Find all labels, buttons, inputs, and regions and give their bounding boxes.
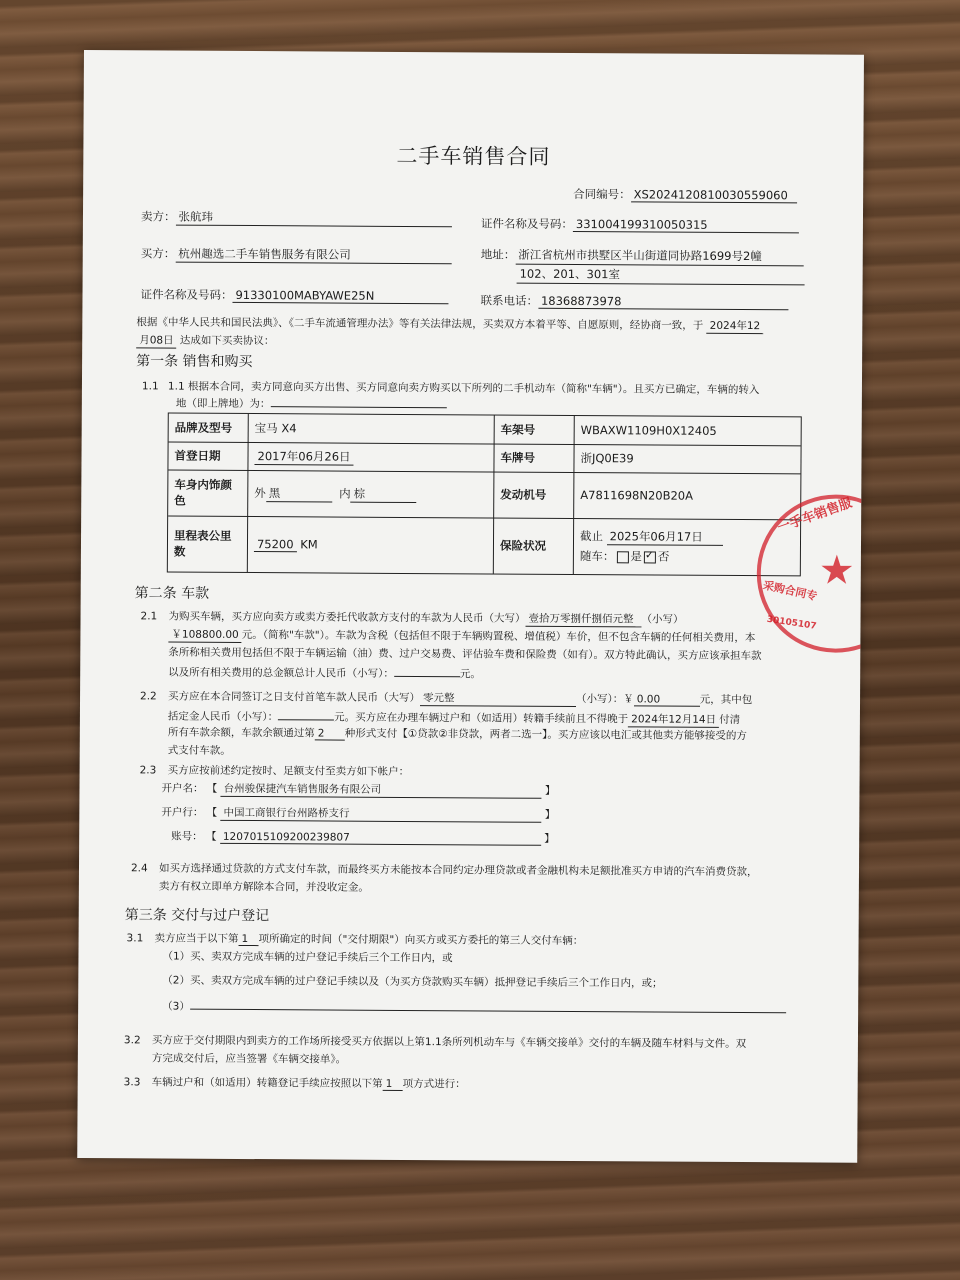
seller-row: 卖方： 张航玮 (141, 208, 452, 227)
contract-number: 合同编号： XS20241208100305590​60 (573, 186, 797, 203)
brand-value: 宝马 X4 (249, 414, 495, 444)
clause-2-2: 2.2 买方应在本合同签订之日支付首笔车款人民币（大写） 零元整 （小写）：￥ 0.00 元，其中包 (140, 690, 753, 707)
section-1-title: 第一条 销售和购买 (136, 353, 253, 371)
company-seal: 一手车销售服 采购合同专 30105107 ★ (756, 494, 864, 653)
seller-name: 张航玮 (175, 209, 451, 228)
buyer-id: 91330100MABYAWE25N (232, 288, 448, 304)
mileage-value: 75200 KM (248, 516, 494, 574)
buyer-address: 地址： 浙江省杭州市拱墅区半山街道同协路1699号2幢 102、201、301室 (481, 245, 805, 285)
clause-2-4: 2.4 如买方选择通过贷款的方式支付车款，而最终买方未能按本合同约定办理贷款或者金融机构未足额批准买方申请的汽车消费贷款， (130, 862, 758, 879)
clause-2-3: 2.3 买方应按前述约定按时、足额支付至卖方如下帐户： (139, 764, 410, 778)
reg-value: 2017年06月26日 (254, 448, 353, 466)
clause-1-1: 1.1 1.1 根据本合同，卖方同意向买方出售、买方同意向卖方购买以下所列的二手机动车（简称"车辆"）。且买方已确定，车辆的转入 (141, 380, 760, 397)
buyer-phone-row: 联系电话： 18368873978 (480, 292, 788, 310)
section-3-title: 第三条 交付与过户登记 (124, 907, 270, 925)
insurance-value: 截止 2025年06月17日 随车： 是✓ 否 (574, 518, 802, 575)
intro-line-1: 根据《中华人民共和国民法典》、《二手车流通管理办法》等有关法律法规，买卖双方本着平等、自愿原则，经协商一致，于 2024年12 (136, 314, 763, 334)
clause-3-3: 3.3 车辆过户和（如适用）转籍登记手续应按照以下第 1 项方式进行： (123, 1076, 466, 1091)
engine-value: A7811698N20B20A (580, 488, 694, 503)
page-title: 二手车销售合同 (396, 143, 551, 169)
plate-value: 浙JQ0E39 (580, 451, 634, 466)
buyer-id-row: 证件名称及号码： 91330100MABYAWE25N (140, 286, 448, 304)
seal-star-icon: ★ (818, 547, 855, 594)
color-value: 外 黑 内 棕 (248, 470, 494, 518)
seller-id-row: 证件名称及号码： 331004199310050315 (481, 215, 799, 233)
clause-3-2: 3.2 买方应于交付期限内到卖方的工作场所接受买方依据以上第1.1条所列机动车与《车辆交接单》交付的车辆及随车材料与文件。双 (123, 1034, 747, 1051)
buyer-phone: 18368873978 (538, 294, 788, 311)
buyer-name: 杭州趣选二手车销售服务有限公司 (175, 246, 451, 265)
section-2-title: 第二条 车款 (134, 585, 210, 602)
vehicle-table: 品牌及型号 宝马 X4 车架号 WBAXW1109H0X12405 首登日期 2017年06月26日 车牌号 浙JQ0E39 车身内饰颜 色 外 黑 内 棕 发动机号 A7811698N20B20A 里程表公里 数 75200 KM 保险状况 截止 2025年06月17日 随车： 是✓ 否 (167, 413, 802, 577)
no-checkbox (644, 551, 656, 563)
seller-id: 331004199310050315 (573, 217, 799, 233)
intro-line-2: 月08日 达成如下买卖协议： (136, 332, 274, 349)
vin-value: WBAXW1109H0X12405 (580, 423, 717, 438)
account-bank-row: 开户行： 【 中国工商银行台州路桥支行 】 (161, 806, 556, 821)
buyer-row: 买方： 杭州趣选二手车销售服务有限公司 (141, 245, 452, 264)
clause-2-1: 2.1 为购买车辆，买方应向卖方或卖方委托代收款方支付的车款为人民币（大写） 壹拾万零捌仟捌佰元整 （小写） (140, 610, 684, 626)
account-name-row: 开户名： 【 台州骏保捷汽车销售服务有限公司 】 (161, 782, 556, 797)
contract-paper: 二手车销售合同 合同编号： XS20241208100305590​60 卖方： 张航玮 证件名称及号码： 331004199310050315 买方： 杭州趣选二手车销售服务有限公司 地址： 浙江省杭州市拱墅区半山街道同协路1699号2幢 102、201、301室 证件名称及号码： 91330100MABYAWE25N 联系电话： 18368873978 根据《中华人民共和国民法典》、《二手车流通管理办法》等有关法律法规，买卖双方本着平等、自愿原则，经协商一致，于 2024年12 月08日 达成如下买卖协议： 第一条 销售和购买 1.1 1.1 根据本合同，卖方同意向买方出售、买方同意向卖方购买以下所列的二手机动车（简称"车辆"）。且买方已确定，车辆的转入 地（即上牌地）为： 品牌及型号 宝马 X4 车架号 WBAXW1109H0X12405 首登日期 2017年06月26日 车牌号 浙JQ0E39 车身内饰颜 色 外 黑 内 棕 发动机号 A7811698N20B20A 里程表公里 数 75200 KM 保险状况 截止 2025年06月17日 随车： 是✓ 否 一手车销售服 采购合同专 30105107 ★ 第二条 车款 2.1 为购买车辆，买方应向卖方或卖方委托代收款方支付的车款为人民币（大写） 壹拾万零捌仟捌佰元整 （小写） ￥108800.00 元。（简称"车款"）。车款为含税（包括但不限于车辆购置税、增值税）车价，但不包含车辆的任何相关费用，本 条所称相关费用包括但不限于车辆运输（油）费、过户交易费、评估验车费和保险费（如有）。双方特此确认，买方应该承担车款 以及所有相关费用的总金额总计人民币（小写）： 元。 2.2 买方应在本合同签订之日支付首笔车款人民币（大写） 零元整 （小写）：￥ 0.00 元，其中包 括定金人民币（小写）： 元。买方应在办理车辆过户和（如适用）转籍手续前且不得晚于 2024年12月14日 付清 所有车款余额，车款余额通过第 2 种形式支付【①贷款②非贷款，两者二选一】。买方应该以电汇或其他卖方能够接受的方 式支付车款。 2.3 买方应按前述约定按时、足额支付至卖方如下帐户： 开户名： 【 台州骏保捷汽车销售服务有限公司 】 开户行： 【 中国工商银行台州路桥支行 】 账号： 【 1207015109200239807 】 2.4 如买方选择通过贷款的方式支付车款，而最终买方未能按本合同约定办理贷款或者金融机构未足额批准买方申请的汽车消费贷款， 卖方有权立即单方解除本合同，并没收定金。 第三条 交付与过户登记 3.1 卖方应当于以下第 1 项所确定的时间（"交付期限"）向买方或买方委托的第三人交付车辆： （1）买、卖双方完成车辆的过户登记手续后三个工作日内，或 （2）买、卖双方完成车辆的过户登记手续以及（为买方贷款购买车辆）抵押登记手续后三个工作日内，或； （3） 3.2 买方应于交付期限内到卖方的工作场所接受买方依据以上第1.1条所列机动车与《车辆交接单》交付的车辆及随车材料与文件。双 方完成交付后，应当签署《车辆交接单》。 3.3 车辆过户和（如适用）转籍登记手续应按照以下第 1 项方式进行： (77, 50, 864, 1163)
yes-checkbox (616, 551, 628, 563)
clause-1-1-b: 地（即上牌地）为： (176, 394, 447, 413)
account-number-row: 账号： 【 1207015109200239807 】 (171, 830, 555, 845)
clause-3-1: 3.1 卖方应当于以下第 1 项所确定的时间（"交付期限"）向买方或买方委托的第三人交付车辆： (126, 932, 584, 948)
